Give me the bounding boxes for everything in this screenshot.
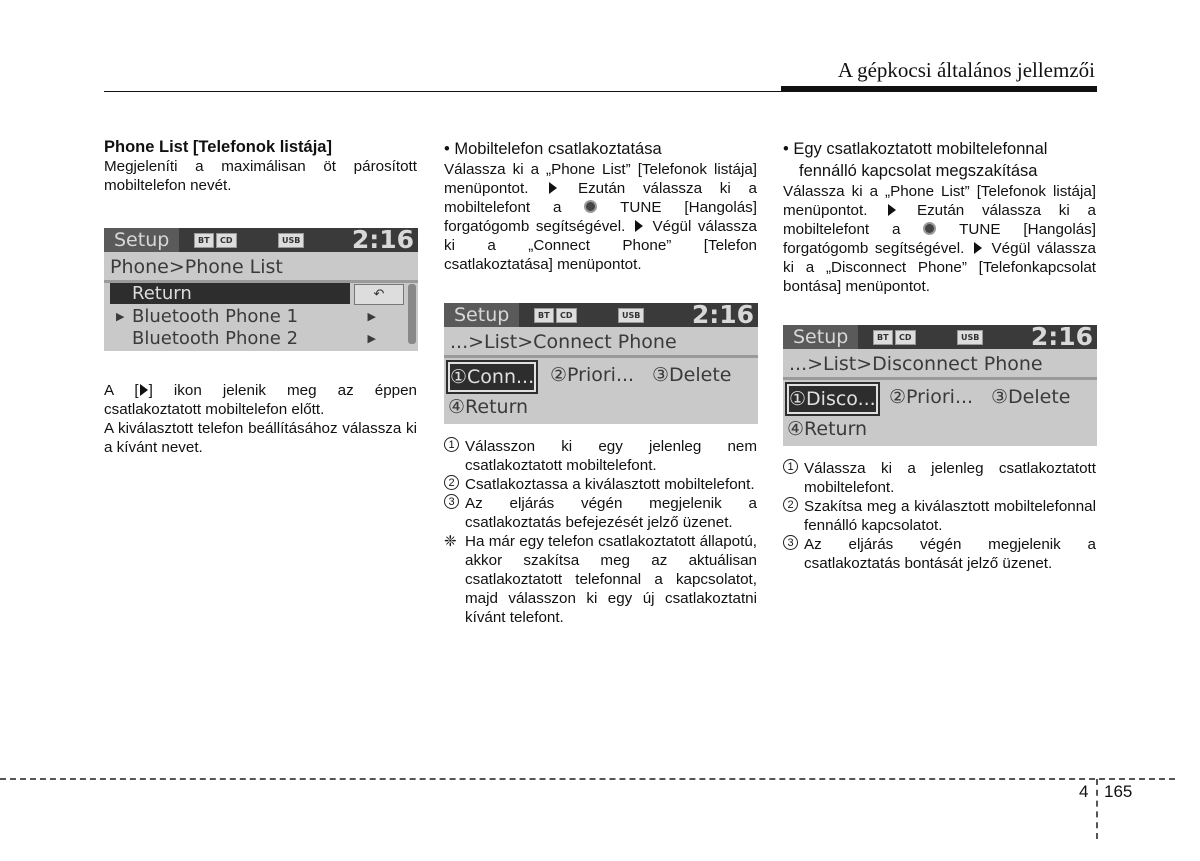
instructions: Válassza ki a „Phone List” [Telefonok listája] menüpontot. Ezután válassza ki a mobiltelefont a TUNE [Hangolás] forgatógomb segítségével. Végül válassza ki a „Connect Phone” [Telefon csatlakoztatása] menüpontot. — [444, 161, 757, 273]
lcd-path: ...>List>Connect Phone — [450, 331, 677, 353]
usb-badge: USB — [957, 330, 983, 345]
column-connect-steps — [444, 437, 757, 627]
lcd-clock: 2:16 — [1030, 325, 1093, 351]
lcd-title: Setup — [783, 325, 858, 349]
lcd-separator — [783, 377, 1097, 380]
bluetooth-badge: BT — [534, 308, 554, 323]
chapter-title: A gépkocsi általános jellemzői — [837, 58, 1095, 82]
option-return[interactable]: ④Return — [448, 396, 529, 418]
column-disconnect-phone — [783, 138, 1096, 296]
step-item: 3 Az eljárás végén megjelenik a csatlakoztatás befejezését jelző üzenet. — [444, 494, 757, 532]
lcd-clock: 2:16 — [351, 228, 414, 254]
step-number: 1 — [444, 437, 459, 452]
option-priority[interactable]: ②Priori... — [889, 386, 974, 408]
footer-divider — [1096, 779, 1098, 839]
step-number: 2 — [783, 497, 798, 512]
lcd-title: Setup — [104, 228, 179, 252]
bluetooth-badge: BT — [873, 330, 893, 345]
step-number: 1 — [783, 459, 798, 474]
note-item: ❈ Ha már egy telefon csatlakoztatott állapotú, akkor szakítsa meg az aktuálisan csatlakoztatott telefonnal a kapcsolatot, majd válasszon ki egy új csatlakoztatni kívánt telefont. — [444, 533, 757, 626]
step-item: 2 Csatlakoztassa a kiválasztott mobiltelefont. — [444, 475, 757, 494]
section-heading: • Mobiltelefon csatlakoztatása — [444, 140, 662, 158]
section-heading: Phone List [Telefonok listája] — [104, 138, 332, 156]
step-number: 3 — [783, 535, 798, 550]
column-disconnect-steps — [783, 459, 1096, 573]
page-number: 165 — [1104, 782, 1133, 801]
play-icon — [635, 220, 643, 232]
column-phone-list-notes — [104, 381, 417, 457]
menu-row-label: Bluetooth Phone 1 — [132, 306, 299, 327]
cd-badge: CD — [895, 330, 916, 345]
step-item: 2 Szakítsa meg a kiválasztott mobiltelefonnal fennálló kapcsolatot. — [783, 497, 1096, 535]
step-number: 2 — [444, 475, 459, 490]
lcd-screen-phone-list — [104, 228, 418, 351]
lcd-separator — [444, 355, 758, 358]
option-priority[interactable]: ②Priori... — [550, 364, 635, 386]
step-item: 1 Válassza ki a jelenleg csatlakoztatott mobiltelefont. — [783, 459, 1096, 497]
cd-badge: CD — [216, 233, 237, 248]
play-icon — [888, 204, 896, 216]
menu-row-label: Bluetooth Phone 2 — [132, 328, 299, 349]
section-heading: • Egy csatlakoztatott mobiltelefonnal fennálló kapcsolat megszakítása — [783, 140, 1048, 180]
lcd-path: Phone>Phone List — [110, 256, 283, 278]
play-icon — [549, 182, 557, 194]
column-connect-phone — [444, 138, 757, 274]
chevron-right-icon: ▶ — [367, 332, 376, 345]
note-mark-icon: ❈ — [444, 533, 457, 550]
column-phone-list — [104, 138, 417, 195]
option-delete[interactable]: ③Delete — [652, 364, 732, 386]
return-icon[interactable]: ↶ — [354, 284, 404, 305]
chevron-right-icon: ▶ — [367, 310, 376, 323]
intro-text: Megjeleníti a maximálisan öt párosított mobiltelefon nevét. — [104, 158, 417, 194]
lcd-path: ...>List>Disconnect Phone — [789, 353, 1043, 375]
menu-row-phone-1[interactable] — [110, 306, 404, 327]
instructions: Válassza ki a „Phone List” [Telefonok listája] menüpontot. Ezután válassza ki a mobiltelefont a TUNE [Hangolás] forgatógomb segítségével. Végül válassza ki a „Disconnect Phone” [Telefonkapcsolat bontása] menüpontot. — [783, 183, 1096, 295]
option-delete[interactable]: ③Delete — [991, 386, 1071, 408]
cd-badge: CD — [556, 308, 577, 323]
step-item: 1 Válasszon ki egy jelenleg nem csatlakoztatott mobiltelefont. — [444, 437, 757, 475]
lcd-clock: 2:16 — [691, 303, 754, 329]
tune-knob-icon — [584, 200, 597, 213]
lcd-screen-disconnect-phone — [783, 325, 1097, 446]
lcd-scrollbar — [408, 284, 416, 344]
usb-badge: USB — [278, 233, 304, 248]
step-item: 3 Az eljárás végén megjelenik a csatlakoztatás bontását jelző üzenet. — [783, 535, 1096, 573]
footer-rule — [0, 778, 1175, 780]
play-icon — [140, 384, 148, 396]
lcd-title: Setup — [444, 303, 519, 327]
bluetooth-badge: BT — [194, 233, 214, 248]
tune-knob-icon — [923, 222, 936, 235]
usb-badge: USB — [618, 308, 644, 323]
menu-row-return[interactable] — [110, 283, 350, 304]
option-return[interactable]: ④Return — [787, 418, 868, 440]
connected-marker-icon: ▶ — [116, 310, 125, 323]
menu-row-label: Return — [132, 283, 192, 304]
select-note: A kiválasztott telefon beállításához válassza ki a kívánt nevet. — [104, 420, 417, 456]
option-connect[interactable]: ①Conn... — [448, 362, 536, 392]
play-icon — [974, 242, 982, 254]
header-rule — [104, 91, 1097, 92]
menu-row-phone-2[interactable] — [110, 328, 404, 349]
option-disconnect[interactable]: ①Disco... — [787, 384, 878, 414]
connected-note: A [ ] ikon jelenik meg az éppen csatlakoztatott mobiltelefon előtt. — [104, 382, 417, 418]
chapter-number: 4 — [1079, 782, 1089, 801]
step-number: 3 — [444, 494, 459, 509]
lcd-screen-connect-phone — [444, 303, 758, 424]
